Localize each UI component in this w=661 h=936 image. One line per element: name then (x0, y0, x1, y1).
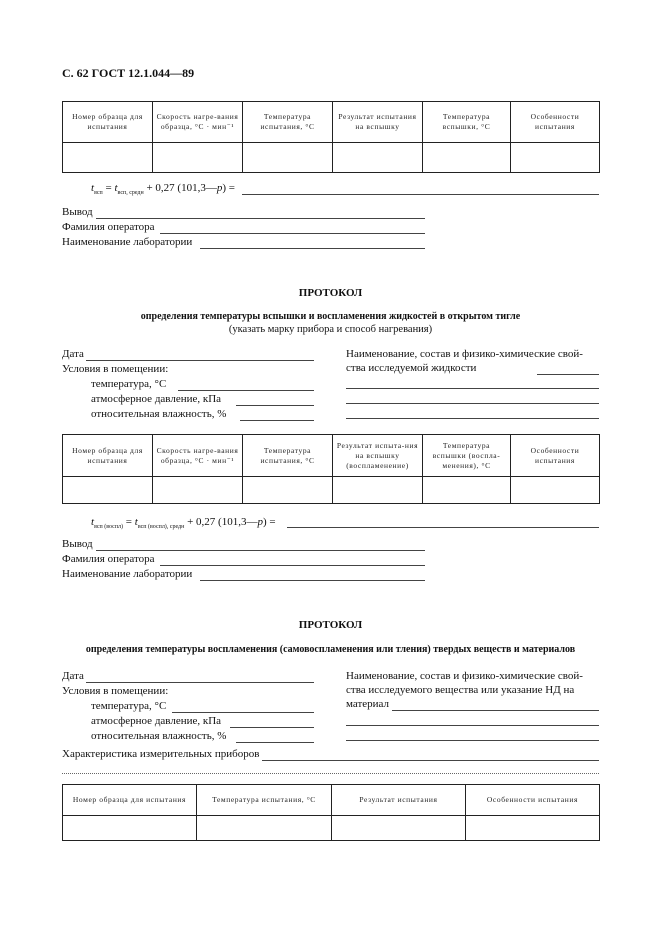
column-header: Номер образца для испытания (63, 785, 197, 816)
column-header: Результат испытания (332, 785, 466, 816)
column-header: Особенности испытания (466, 785, 600, 816)
date-field[interactable] (86, 360, 314, 361)
page-header: С. 62 ГОСТ 12.1.044—89 (62, 66, 195, 80)
protocol-2-subtitle: определения температуры вспышки и воспламенения жидкостей в открытом тигле (140, 311, 521, 322)
protocol-2-note: (указать марку прибора и способ нагревания) (228, 324, 433, 335)
humidity-field[interactable] (240, 420, 314, 421)
table-cell[interactable] (511, 143, 600, 173)
table-header-row (63, 102, 600, 143)
substance-field[interactable] (346, 418, 599, 419)
formula-symbol: p (257, 516, 263, 528)
table-row (63, 477, 600, 504)
formula-text: = (102, 182, 115, 194)
date-label: Дата (62, 670, 84, 682)
instruments-field-continuation[interactable] (62, 773, 599, 774)
test-results-table-1 (62, 101, 600, 173)
table-cell[interactable] (423, 143, 511, 173)
temperature-label: температура, °С (91, 700, 167, 712)
column-header: Особенности испытания (511, 102, 600, 143)
table-header-row (63, 435, 600, 477)
table-cell[interactable] (332, 816, 466, 841)
substance-field[interactable] (346, 388, 599, 389)
temperature-field[interactable] (178, 390, 314, 391)
formula-subscript: всп, средн (117, 190, 144, 197)
formula-symbol: t (114, 182, 118, 194)
table-cell[interactable] (63, 477, 153, 504)
date-field[interactable] (86, 682, 314, 683)
column-header: Температура испытания, °С (243, 102, 333, 143)
formula-subscript: всп (воспл), средн (137, 524, 185, 531)
table-cell[interactable] (466, 816, 600, 841)
substance-field[interactable] (537, 374, 599, 375)
conclusion-label: Вывод (62, 538, 93, 550)
formula-1-field[interactable] (242, 194, 599, 195)
table-cell[interactable] (63, 816, 197, 841)
formula-2 (91, 516, 276, 530)
formula-text: ) = (262, 516, 276, 528)
lab-field[interactable] (200, 580, 425, 581)
temperature-label: температура, °С (91, 378, 167, 390)
table-row (63, 143, 600, 173)
lab-label: Наименование лаборатории (62, 236, 193, 248)
formula-symbol: t (91, 516, 95, 528)
column-header: Скорость нагре-вания образца, °С · мин⁻¹ (153, 435, 243, 477)
conclusion-field[interactable] (96, 218, 425, 219)
substance-field[interactable] (346, 403, 599, 404)
test-results-table-2 (62, 434, 600, 504)
formula-subscript: всп (воспл) (94, 524, 124, 531)
formula-1 (91, 182, 235, 196)
date-label: Дата (62, 348, 84, 360)
pressure-field[interactable] (236, 405, 314, 406)
humidity-label: относительная влажность, % (91, 408, 227, 420)
conclusion-field[interactable] (96, 550, 425, 551)
substance-field[interactable] (346, 725, 599, 726)
lab-label: Наименование лаборатории (62, 568, 193, 580)
column-header: Температура вспышки, °С (423, 102, 511, 143)
pressure-label: атмосферное давление, кПа (91, 393, 222, 405)
table-cell[interactable] (333, 143, 423, 173)
table-row (63, 816, 600, 841)
formula-text: = (123, 516, 135, 528)
humidity-field[interactable] (236, 742, 314, 743)
substance-label-line-2: ства исследуемой жидкости (346, 362, 477, 374)
column-header: Температура вспышки (воспла-менения), °С (423, 435, 511, 477)
substance-field[interactable] (346, 740, 599, 741)
formula-text: ) = (222, 182, 235, 194)
column-header: Скорость нагре-вания образца, °С · мин⁻¹ (153, 102, 243, 143)
table-cell[interactable] (243, 143, 333, 173)
substance-label-line-1: Наименование, состав и физико-химические свой- (346, 348, 583, 360)
operator-label: Фамилия оператора (62, 553, 155, 565)
test-results-table-3 (62, 784, 600, 841)
operator-field[interactable] (160, 565, 425, 566)
column-header: Температура испытания, °С (243, 435, 333, 477)
table-header-row (63, 785, 600, 816)
column-header: Особенности испытания (511, 435, 600, 477)
table-cell[interactable] (423, 477, 511, 504)
protocol-3-title: ПРОТОКОЛ (298, 619, 363, 631)
column-header: Температура испытания, °С (197, 785, 332, 816)
instruments-field[interactable] (262, 760, 599, 761)
protocol-2-title: ПРОТОКОЛ (298, 287, 363, 299)
substance-label-line-2: ства исследуемого вещества или указание НД на (346, 684, 575, 696)
column-header: Номер образца для испытания (63, 435, 153, 477)
column-header: Результат испытания на вспышку (333, 102, 423, 143)
humidity-label: относительная влажность, % (91, 730, 227, 742)
conditions-label: Условия в помещении: (62, 685, 169, 697)
temperature-field[interactable] (172, 712, 314, 713)
substance-field[interactable] (392, 710, 599, 711)
formula-text: + 0,27 (101,3— (143, 182, 217, 194)
conditions-label: Условия в помещении: (62, 363, 169, 375)
formula-symbol: t (91, 182, 95, 194)
table-cell[interactable] (243, 477, 333, 504)
conclusion-label: Вывод (62, 206, 93, 218)
formula-text: + 0,27 (101,3— (184, 516, 258, 528)
pressure-label: атмосферное давление, кПа (91, 715, 222, 727)
column-header: Результат испыта-ния на вспышку (воспламенение) (333, 435, 423, 477)
protocol-3-subtitle: определения температуры воспламенения (самовоспламенения или тления) твердых веществ и материалов (85, 644, 576, 655)
formula-symbol: p (216, 182, 223, 194)
operator-field[interactable] (160, 233, 425, 234)
table-cell[interactable] (63, 143, 153, 173)
substance-label-line-3: материал (346, 698, 390, 710)
substance-label-line-1: Наименование, состав и физико-химические свой- (346, 670, 583, 682)
table-cell[interactable] (197, 816, 332, 841)
lab-field[interactable] (200, 248, 425, 249)
operator-label: Фамилия оператора (62, 221, 155, 233)
table-cell[interactable] (511, 477, 600, 504)
instruments-label: Характеристика измерительных приборов (62, 748, 260, 760)
formula-symbol: t (134, 516, 138, 528)
formula-2-field[interactable] (287, 527, 599, 528)
column-header: Номер образца для испытания (63, 102, 153, 143)
formula-subscript: всп (94, 190, 103, 197)
pressure-field[interactable] (230, 727, 314, 728)
table-cell[interactable] (153, 143, 243, 173)
table-cell[interactable] (333, 477, 423, 504)
table-cell[interactable] (153, 477, 243, 504)
